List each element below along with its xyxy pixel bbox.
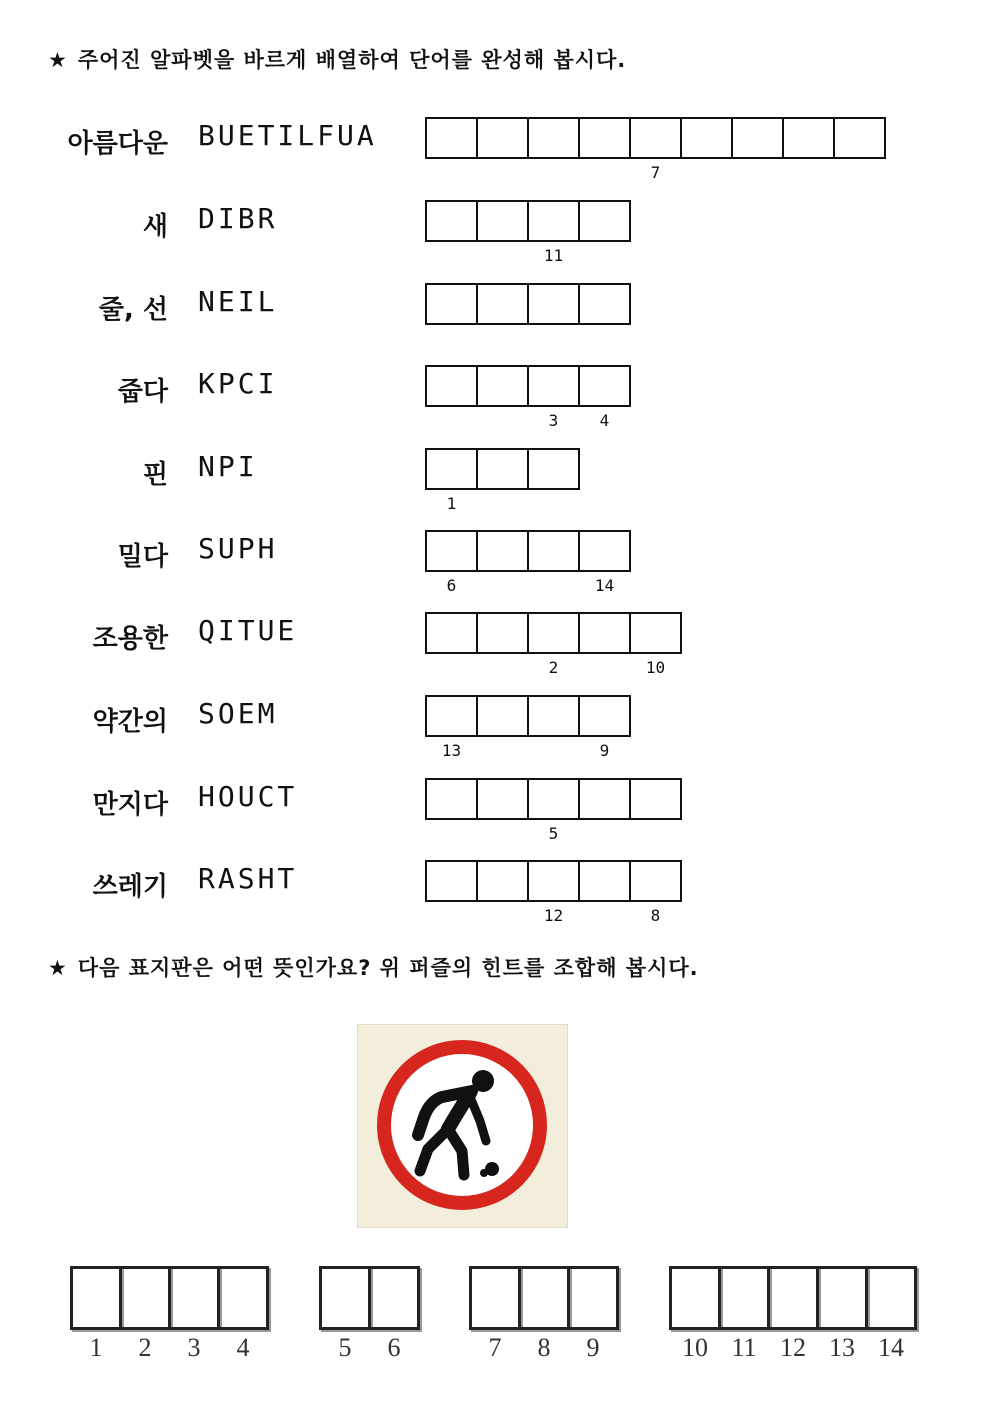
korean-hint: 만지다	[92, 790, 168, 820]
letter-boxes	[425, 778, 682, 843]
letter-box[interactable]	[425, 117, 478, 159]
instruction-1	[48, 44, 626, 74]
korean-hint: 아름다운	[67, 129, 168, 159]
letter-box[interactable]	[425, 200, 478, 242]
letter-box[interactable]	[527, 778, 580, 843]
letter-box[interactable]	[476, 448, 529, 490]
puzzle-row	[0, 695, 1000, 760]
answer-box[interactable]	[518, 1266, 570, 1362]
scrambled-letters: SOEM	[198, 697, 278, 730]
letter-box[interactable]	[476, 778, 529, 820]
answer-number: 2	[138, 1333, 152, 1362]
letter-box[interactable]	[425, 612, 478, 654]
answer-number: 8	[537, 1333, 551, 1362]
answer-box[interactable]	[718, 1266, 770, 1362]
clue-number: 1	[446, 494, 457, 513]
instruction-2-text: 다음 표지판은 어떤 뜻인가요? 위 퍼즐의 힌트를 조합해 봅시다.	[77, 956, 699, 980]
answer-number: 11	[731, 1333, 757, 1362]
letter-boxes	[425, 860, 682, 925]
letter-box[interactable]	[476, 612, 529, 654]
letter-box[interactable]	[578, 530, 631, 595]
puzzle-row	[0, 778, 1000, 843]
answer-number: 13	[829, 1333, 855, 1362]
scrambled-letters: DIBR	[198, 202, 278, 235]
clue-number: 4	[599, 411, 610, 430]
clue-number: 3	[548, 411, 559, 430]
letter-box[interactable]	[680, 117, 733, 159]
answer-number: 14	[878, 1333, 904, 1362]
letter-box[interactable]	[476, 283, 529, 325]
letter-box[interactable]	[578, 283, 631, 325]
korean-hint: 새	[142, 212, 168, 242]
korean-hint: 줄, 선	[98, 295, 168, 325]
answer-box[interactable]	[368, 1266, 420, 1362]
answer-number: 10	[682, 1333, 708, 1362]
letter-box[interactable]	[629, 778, 682, 820]
letter-box[interactable]	[476, 530, 529, 572]
puzzle-row	[0, 283, 1000, 343]
star-icon: ★	[48, 956, 68, 980]
clue-number: 13	[441, 741, 462, 760]
sign-graphic	[358, 1025, 567, 1227]
korean-hint: 핀	[142, 460, 168, 490]
letter-box[interactable]	[578, 612, 631, 654]
letter-box[interactable]	[425, 695, 478, 760]
clue-number: 10	[645, 658, 666, 677]
korean-hint: 약간의	[92, 707, 168, 737]
clue-number: 8	[650, 906, 661, 925]
answer-box[interactable]	[669, 1266, 721, 1362]
answer-box[interactable]	[70, 1266, 122, 1362]
korean-hint: 밀다	[117, 542, 168, 572]
puzzle-row	[0, 200, 1000, 265]
letter-box[interactable]	[578, 365, 631, 430]
answer-word-group	[319, 1266, 420, 1362]
letter-box[interactable]	[629, 860, 682, 925]
puzzle-row	[0, 448, 1000, 513]
letter-box[interactable]	[629, 612, 682, 677]
answer-word-group	[469, 1266, 619, 1362]
answer-box[interactable]	[119, 1266, 171, 1362]
letter-box[interactable]	[527, 448, 580, 490]
answer-box[interactable]	[567, 1266, 619, 1362]
scrambled-letters: QITUE	[198, 614, 298, 647]
letter-box[interactable]	[578, 695, 631, 760]
answer-number: 3	[187, 1333, 201, 1362]
instruction-1-text: 주어진 알파벳을 바르게 배열하여 단어를 완성해 봅시다.	[77, 48, 627, 72]
answer-box[interactable]	[319, 1266, 371, 1362]
clue-number: 2	[548, 658, 559, 677]
letter-boxes	[425, 200, 631, 265]
clue-number: 6	[446, 576, 457, 595]
clue-number: 14	[594, 576, 615, 595]
puzzle-row	[0, 365, 1000, 430]
scrambled-letters: BUETILFUA	[198, 119, 377, 152]
instruction-2	[48, 952, 699, 982]
letter-box[interactable]	[833, 117, 886, 159]
scrambled-letters: NPI	[198, 450, 258, 483]
answer-box[interactable]	[469, 1266, 521, 1362]
answer-number: 5	[338, 1333, 352, 1362]
letter-box[interactable]	[527, 860, 580, 925]
star-icon: ★	[48, 48, 68, 72]
answer-box[interactable]	[168, 1266, 220, 1362]
letter-box[interactable]	[578, 778, 631, 820]
puzzle-row	[0, 860, 1000, 925]
answer-number: 12	[780, 1333, 806, 1362]
letter-box[interactable]	[476, 117, 529, 159]
letter-box[interactable]	[476, 860, 529, 902]
letter-box[interactable]	[782, 117, 835, 159]
clue-number: 12	[543, 906, 564, 925]
letter-boxes	[425, 117, 886, 182]
answer-word-group	[669, 1266, 917, 1362]
puzzle-row	[0, 530, 1000, 595]
letter-box[interactable]	[629, 117, 682, 182]
letter-box[interactable]	[578, 860, 631, 902]
letter-boxes	[425, 695, 631, 760]
letter-box[interactable]	[578, 117, 631, 159]
answer-box[interactable]	[767, 1266, 819, 1362]
letter-box[interactable]	[578, 200, 631, 242]
answer-number: 4	[236, 1333, 250, 1362]
answer-number: 9	[586, 1333, 600, 1362]
clue-number: 5	[548, 824, 559, 843]
clue-number: 9	[599, 741, 610, 760]
letter-box[interactable]	[425, 778, 478, 820]
answer-box[interactable]	[865, 1266, 917, 1362]
letter-box[interactable]	[476, 200, 529, 242]
letter-box[interactable]	[476, 365, 529, 407]
letter-box[interactable]	[527, 530, 580, 572]
clue-number: 7	[650, 163, 661, 182]
no-littering-sign-icon	[357, 1024, 568, 1228]
scrambled-letters: RASHT	[198, 862, 298, 895]
letter-box[interactable]	[425, 530, 478, 595]
answer-word-group	[70, 1266, 269, 1362]
scrambled-letters: KPCI	[198, 367, 278, 400]
scrambled-letters: HOUCT	[198, 780, 298, 813]
letter-box[interactable]	[425, 365, 478, 407]
letter-box[interactable]	[527, 200, 580, 265]
letter-boxes	[425, 530, 631, 595]
letter-box[interactable]	[527, 283, 580, 325]
letter-boxes	[425, 448, 580, 513]
clue-number: 11	[543, 246, 564, 265]
letter-box[interactable]	[731, 117, 784, 159]
letter-box[interactable]	[476, 695, 529, 737]
puzzle-row	[0, 612, 1000, 677]
letter-box[interactable]	[425, 860, 478, 902]
scrambled-letters: NEIL	[198, 285, 278, 318]
answer-number: 7	[488, 1333, 502, 1362]
answer-box[interactable]	[816, 1266, 868, 1362]
letter-boxes	[425, 283, 631, 325]
korean-hint: 쓰레기	[92, 872, 168, 902]
letter-boxes	[425, 365, 631, 430]
letter-box[interactable]	[527, 695, 580, 737]
letter-box[interactable]	[527, 365, 580, 430]
answer-number: 1	[89, 1333, 103, 1362]
scrambled-letters: SUPH	[198, 532, 278, 565]
puzzle-row	[0, 117, 1000, 182]
letter-boxes	[425, 612, 682, 677]
answer-number: 6	[387, 1333, 401, 1362]
answer-box[interactable]	[217, 1266, 269, 1362]
korean-hint: 조용한	[92, 624, 168, 654]
letter-box[interactable]	[527, 117, 580, 159]
korean-hint: 줍다	[117, 377, 168, 407]
letter-box[interactable]	[527, 612, 580, 677]
letter-box[interactable]	[425, 283, 478, 325]
letter-box[interactable]	[425, 448, 478, 513]
